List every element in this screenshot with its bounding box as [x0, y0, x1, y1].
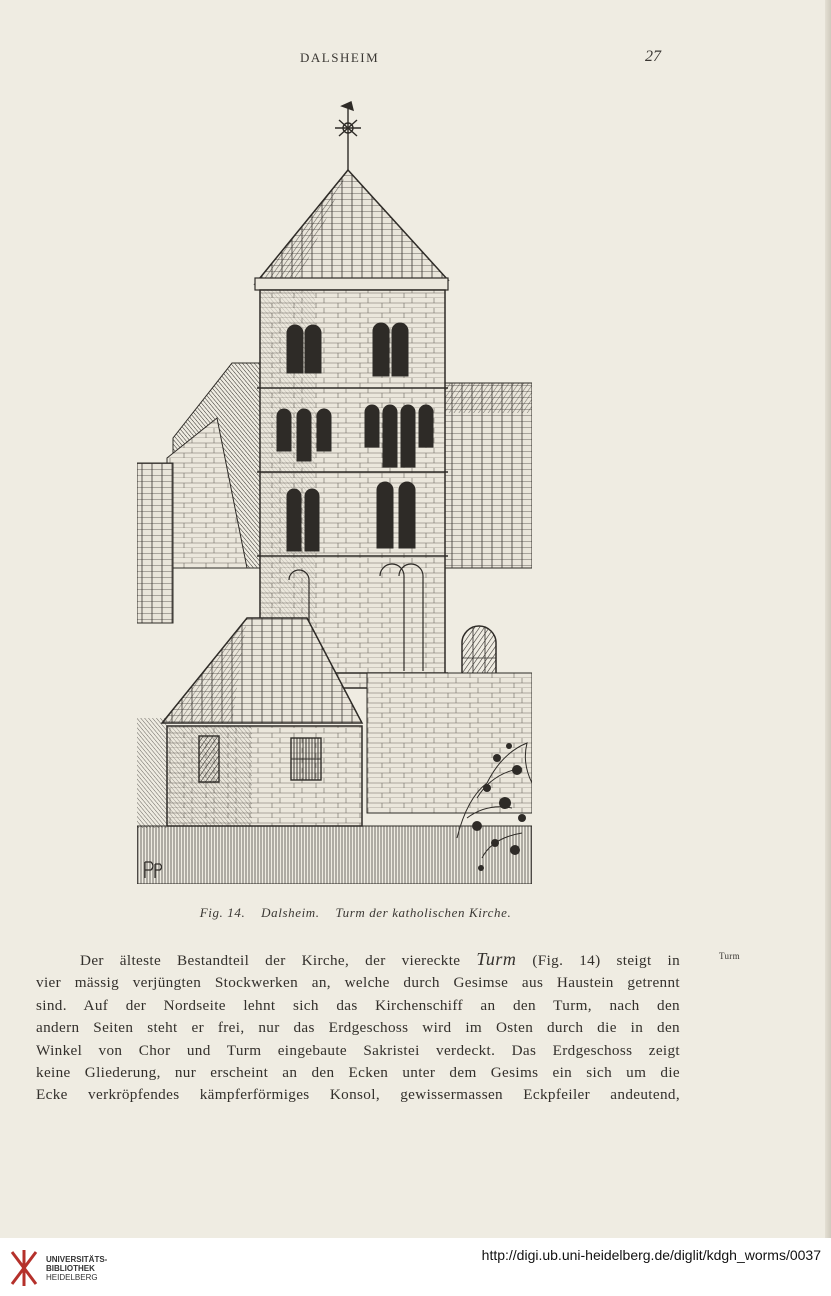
text-line: sind. Auf der Nordseite lehnt sich das Kirchenschiff an den Turm, nach den: [36, 996, 680, 1014]
text-line: vier mässig verjüngten Stockwerken an, welche durch Gesimse aus Haustein getrennt: [36, 974, 680, 992]
figure-place: Dalsheim.: [261, 905, 320, 920]
body-text: [36, 948, 680, 1107]
text-line: Winkel von Chor und Turm eingebaute Sakristei verdeckt. Das Erdgeschoss zeigt: [36, 1041, 680, 1059]
text-line: Ecke verkröpfendes kämpferförmiges Konsol, gewissermassen Eckpfeiler andeutend,: [36, 1086, 680, 1104]
ground-wall: [137, 826, 532, 884]
figure-description: Turm der katholischen Kirche.: [335, 905, 512, 920]
text-line: keine Gliederung, nur erscheint an den Ecken unter dem Gesims ein sich um die: [36, 1064, 680, 1082]
text-line: Der älteste Bestandteil der Kirche, der viereckte Turm (Fig. 14) steigt in: [80, 949, 681, 969]
text-line: andern Seiten steht er frei, nur das Erdgeschoss wird im Osten durch die in den: [36, 1019, 680, 1037]
running-head: [0, 50, 831, 70]
church-tower-engraving: [137, 98, 532, 884]
figure-label: Fig. 14.: [199, 905, 246, 920]
library-logo[interactable]: [8, 1248, 118, 1288]
running-title: DALSHEIM: [300, 50, 380, 65]
library-logo-icon: [8, 1248, 40, 1288]
viewer-footer: [0, 1238, 831, 1296]
library-name: UNIVERSITÄTS- BIBLIOTHEK HEIDELBERG: [46, 1255, 108, 1282]
emphasized-word: Turm: [476, 949, 517, 969]
page-number: 27: [645, 48, 661, 65]
weathervane: [335, 102, 361, 170]
figure-caption: [0, 905, 711, 921]
source-url-link[interactable]: http://digi.ub.uni-heidelberg.de/diglit/kdgh_worms/0037: [481, 1247, 821, 1263]
margin-note: Turm: [719, 951, 740, 961]
page-edge: [825, 0, 831, 1238]
